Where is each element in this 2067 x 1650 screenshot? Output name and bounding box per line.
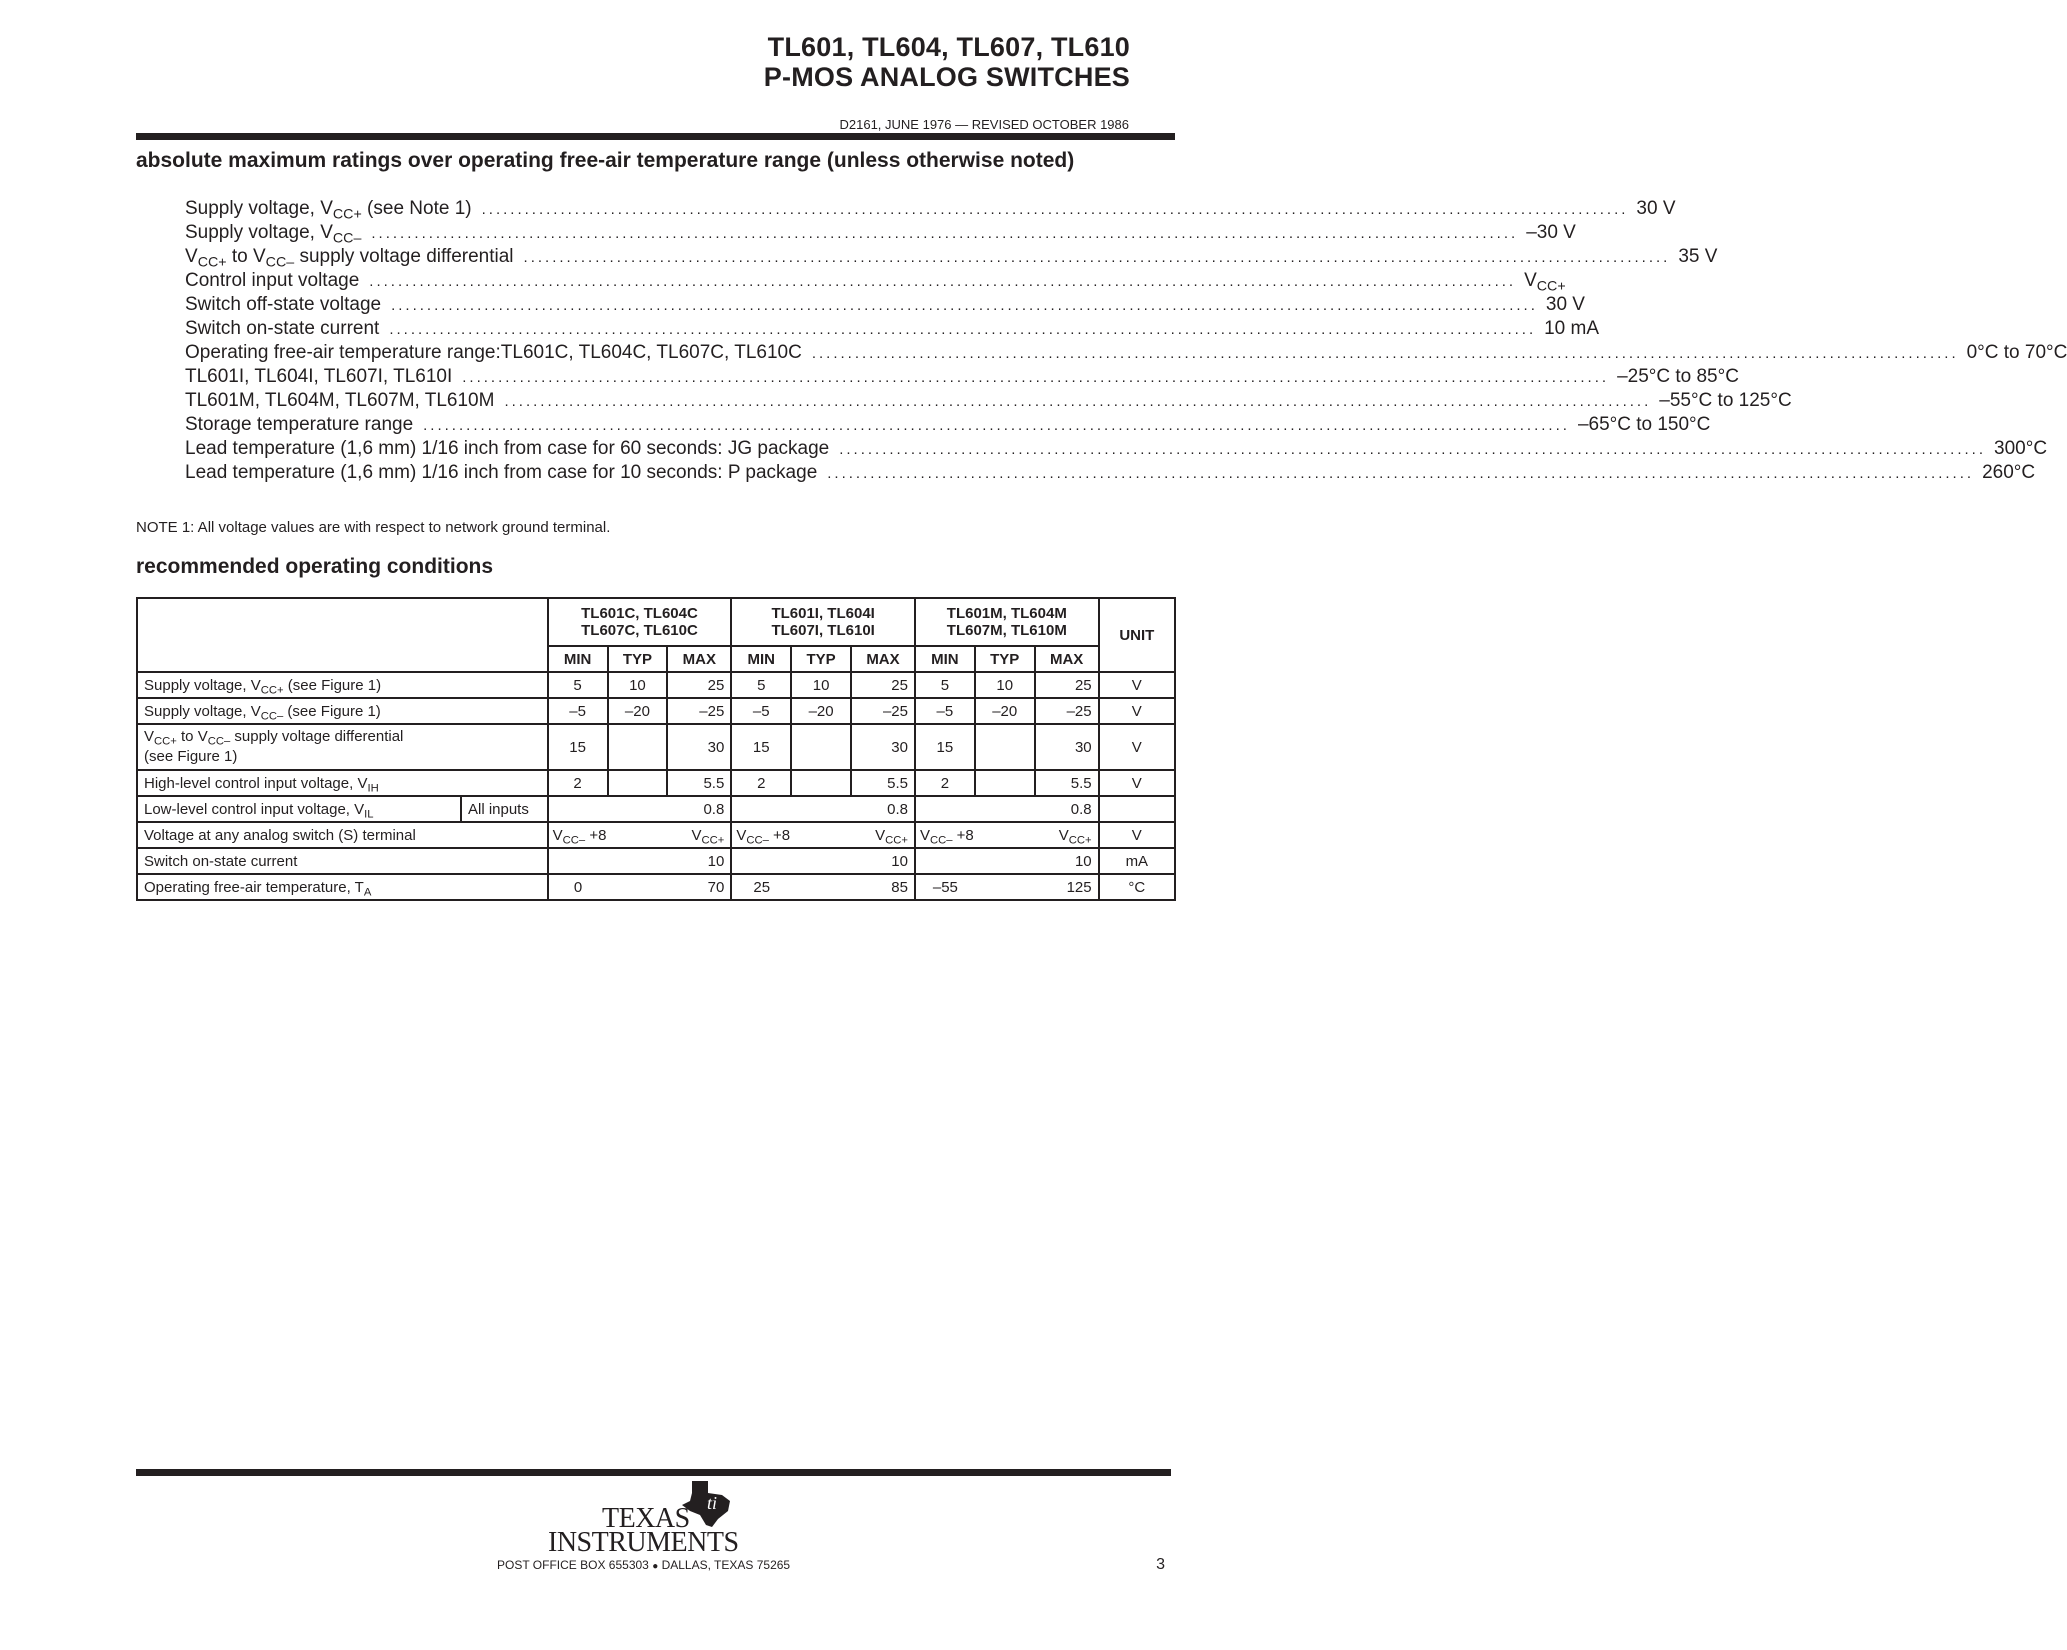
footer-address: POST OFFICE BOX 655303 ● DALLAS, TEXAS 75265 <box>497 1558 791 1572</box>
table-row: $V_{CC+}$ to $V_{CC-}$ supply voltage differential (see Figure 1) 15 30 15 30 15 30 V <box>137 724 1175 770</box>
group-header: TL601M, TL604M TL607M, TL610M <box>915 598 1099 646</box>
document-subtitle: P-MOS ANALOG SWITCHES <box>763 62 1130 92</box>
table-row: Switch on-state current 10 10 10 mA <box>137 848 1175 874</box>
abs-max-value: 260°C <box>1982 462 2036 483</box>
group-header: TL601C, TL604C TL607C, TL610C <box>548 598 732 646</box>
roc-heading: recommended operating conditions <box>136 555 494 578</box>
abs-max-value: 30 V <box>1545 294 1585 315</box>
temp-range-row: Operating free-air temperature range: TL601C, TL604C, TL607C, TL610C ................................................................................................................................................................ 0°C to 70°C <box>185 342 2067 363</box>
table-row: Low-level control input voltage, $V_{IL}$ All inputs 0.8 0.8 0.8 <box>137 796 1175 822</box>
abs-max-row: Lead temperature (1,6 mm) 1/16 inch from case for 10 seconds: P package ................................................................................................................................................................ 260°C <box>185 462 2036 483</box>
roc-table <box>136 597 1176 901</box>
abs-max-list <box>185 197 2067 485</box>
table-row: Supply voltage, $V_{CC-}$ (see Figure 1) –5 –20 –25 –5 –20 –25 –5 –20 –25 V <box>137 698 1175 724</box>
abs-max-row: Lead temperature (1,6 mm) 1/16 inch from case for 60 seconds: JG package ................................................................................................................................................................ 300°C <box>185 438 2048 459</box>
abs-max-row: Switch off-state voltage ................................................................................................................................................................ 30 V <box>185 294 1585 315</box>
abs-max-heading: absolute maximum ratings over operating free-air temperature range (unless otherwise noted) <box>136 149 1075 172</box>
abs-max-value: 35 V <box>1678 246 1718 267</box>
abs-max-value: 300°C <box>1994 438 2048 459</box>
document-title: TL601, TL604, TL607, TL610 <box>767 32 1130 62</box>
table-row: Operating free-air temperature, $T_A$ 0 70 25 85 –55 125 °C <box>137 874 1175 900</box>
abs-max-value: 30 V <box>1636 198 1676 219</box>
abs-max-row: Control input voltage ................................................................................................................................................................ $V_{CC+}$ <box>185 270 1566 295</box>
table-row: Voltage at any analog switch (S) terminal $V_{CC-} +8$ $V_{CC+}$ $V_{CC-} +8$ $V_{CC+}$ $V_{CC-} +8$ $V_{CC+}$ V <box>137 822 1175 848</box>
group-header: TL601I, TL604I TL607I, TL610I <box>731 598 915 646</box>
temp-range-row: TL601I, TL604I, TL607I, TL610I ................................................................................................................................................................ –25°C to 85°C <box>185 366 1739 387</box>
logo-text-instruments: INSTRUMENTS <box>548 1527 739 1558</box>
abs-max-value: –30 V <box>1526 222 1576 243</box>
table-row: High-level control input voltage, $V_{IH}$ 2 5.5 2 5.5 2 5.5 V <box>137 770 1175 796</box>
svg-text:ti: ti <box>707 1493 718 1513</box>
document-revision: D2161, JUNE 1976 — REVISED OCTOBER 1986 <box>839 117 1129 132</box>
logo-text-texas: TEXAS <box>602 1503 690 1534</box>
abs-max-row: Supply voltage, $V_{CC-}$ ................................................................................................................................................................ –30 V <box>185 222 1576 247</box>
ti-logo <box>548 1483 753 1558</box>
abs-max-value: –25°C to 85°C <box>1617 366 1739 387</box>
abs-max-row: Supply voltage, $V_{CC+}$ (see Note 1) ................................................................................................................................................................ 30 V <box>185 198 1676 223</box>
table-row: Supply voltage, $V_{CC+}$ (see Figure 1) 5 10 25 5 10 25 5 10 25 V <box>137 672 1175 698</box>
abs-max-row: Storage temperature range ................................................................................................................................................................ –65°C to 150°C <box>185 414 1711 435</box>
page-number: 3 <box>1156 1556 1165 1573</box>
bullet-icon: ● <box>652 1561 659 1572</box>
unit-header: UNIT <box>1099 598 1175 672</box>
abs-max-value: $V_{CC+}$ <box>1524 270 1566 295</box>
abs-max-row: $V_{CC+}$ to $V_{CC-}$ supply voltage differential ................................................................................................................................................................ 35 V <box>185 246 1718 271</box>
abs-max-value: 0°C to 70°C <box>1966 342 2067 363</box>
footer-rule <box>136 1469 1171 1476</box>
temp-range-row: TL601M, TL604M, TL607M, TL610M ................................................................................................................................................................ –55°C to 125°C <box>185 390 1792 411</box>
note-1: NOTE 1: All voltage values are with respect to network ground terminal. <box>136 519 611 536</box>
abs-max-value: –65°C to 150°C <box>1577 414 1711 435</box>
condition-cell: All inputs <box>461 796 548 822</box>
table-subheader-row: MIN TYP MAX MIN TYP MAX MIN TYP MAX <box>137 646 1175 672</box>
header-rule <box>136 133 1175 140</box>
table-header-row <box>137 598 1175 646</box>
abs-max-value: –55°C to 125°C <box>1659 390 1792 411</box>
abs-max-row: Switch on-state current ................................................................................................................................................................ 10 mA <box>185 318 1600 339</box>
abs-max-value: 10 mA <box>1544 318 1600 339</box>
